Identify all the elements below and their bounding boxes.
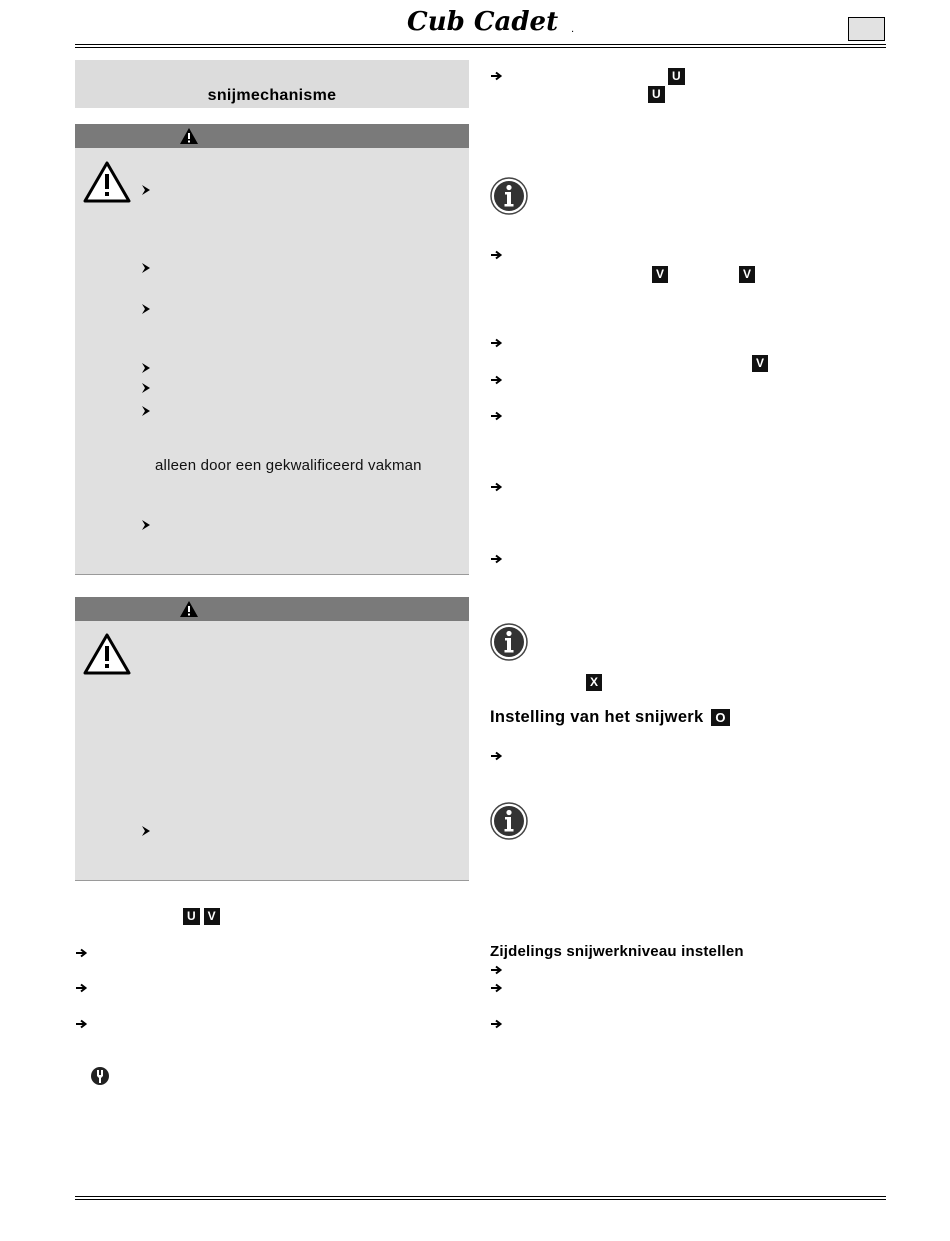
heading-snijwerk-text: Instelling van het snijwerk: [490, 708, 704, 726]
heading-zijdelings: Zijdelings snijwerkniveau instellen: [490, 943, 744, 960]
info-icon: [490, 623, 528, 661]
header-rule-top: [75, 44, 886, 45]
arrow-bullet-icon: [491, 965, 503, 975]
header-rule-bottom: [75, 47, 886, 48]
arrow-bullet-icon: [76, 1019, 88, 1029]
figure-label: U: [668, 68, 685, 85]
warning-bar-1: [75, 124, 469, 148]
warning-triangle-icon: [82, 632, 132, 676]
arrow-bullet-icon: [491, 338, 503, 348]
figure-label: V: [752, 355, 768, 372]
warning-bar-icon: [179, 600, 199, 618]
arrow-bullet-icon: [491, 375, 503, 385]
cub-cadet-logo: [405, 6, 580, 36]
chevron-bullet-icon: [141, 262, 151, 274]
wrench-icon: [90, 1066, 110, 1086]
warning-text: alleen door een gekwalificeerd vakman: [155, 457, 422, 474]
figure-label: U: [648, 86, 665, 103]
figure-label: U: [183, 908, 200, 925]
brand-text: Cub Cadet: [407, 7, 559, 36]
chevron-bullet-icon: [141, 184, 151, 196]
chevron-bullet-icon: [141, 303, 151, 315]
arrow-bullet-icon: [491, 1019, 503, 1029]
warning-bar-icon: [179, 127, 199, 145]
arrow-bullet-icon: [491, 482, 503, 492]
arrow-bullet-icon: [491, 411, 503, 421]
figure-label: O: [711, 709, 729, 726]
arrow-bullet-icon: [491, 554, 503, 564]
chevron-bullet-icon: [141, 382, 151, 394]
figure-label: V: [204, 908, 220, 925]
warning-bar-2: [75, 597, 469, 621]
warning-box-2: [75, 597, 469, 881]
arrow-bullet-icon: [491, 983, 503, 993]
chevron-bullet-icon: [141, 519, 151, 531]
brand-mark: .: [571, 24, 575, 35]
figure-label: V: [739, 266, 755, 283]
footer-rule-top: [75, 1196, 886, 1197]
info-icon: [490, 177, 528, 215]
arrow-bullet-icon: [491, 250, 503, 260]
warning-box-1: [75, 124, 469, 575]
chevron-bullet-icon: [141, 825, 151, 837]
arrow-bullet-icon: [76, 983, 88, 993]
warning-triangle-icon: [82, 160, 132, 204]
chevron-bullet-icon: [141, 405, 151, 417]
heading-snijwerk: [490, 708, 734, 727]
arrow-bullet-icon: [491, 751, 503, 761]
figure-labels-row: [183, 907, 224, 924]
arrow-bullet-icon: [491, 71, 503, 81]
chevron-bullet-icon: [141, 362, 151, 374]
info-icon: [490, 802, 528, 840]
footer-rule-bottom: [75, 1199, 886, 1200]
page-number-box: [848, 17, 885, 41]
arrow-bullet-icon: [76, 948, 88, 958]
figure-label: V: [652, 266, 668, 283]
figure-label: X: [586, 674, 602, 691]
section-title: snijmechanisme: [207, 87, 337, 104]
